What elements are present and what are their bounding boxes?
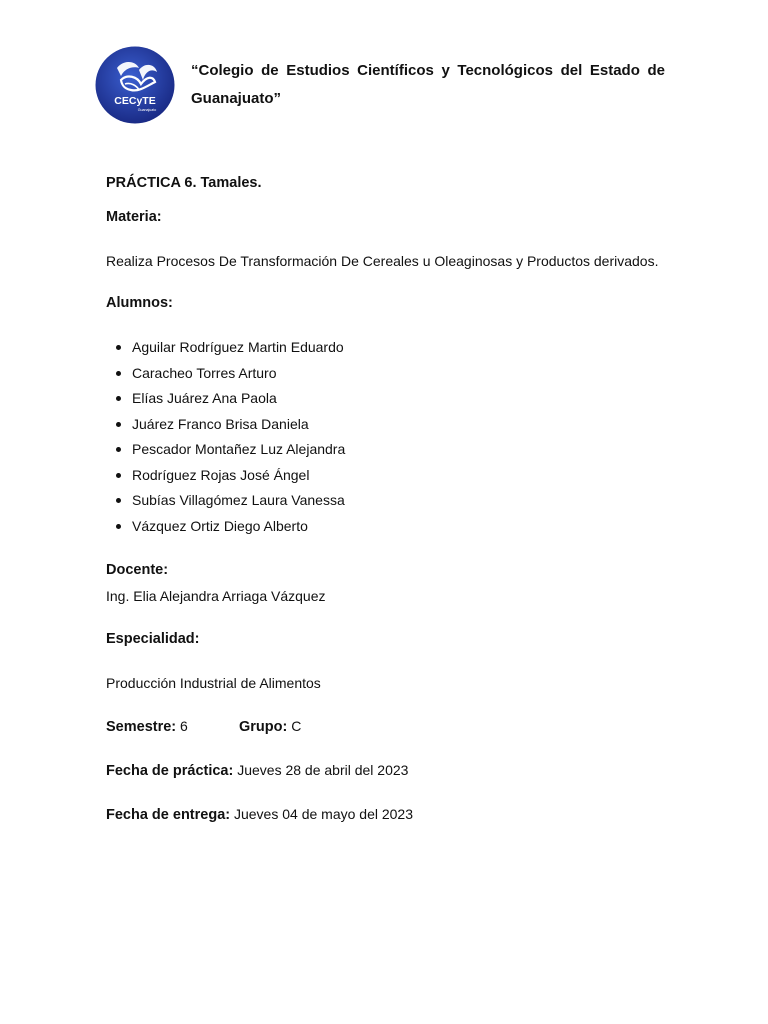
bullet-icon [116,447,121,452]
student-name: Elías Juárez Ana Paola [132,390,277,406]
semester-value: 6 [180,718,188,734]
list-item [106,492,345,518]
group-label: Grupo: [239,719,288,735]
list-item [106,518,345,544]
list-item [106,416,345,442]
students-label: Alumnos: [106,295,173,311]
practice-date-label: Fecha de práctica: [106,763,234,779]
teacher-value: Ing. Elia Alejandra Arriaga Vázquez [106,588,326,604]
delivery-date-field [106,806,413,823]
delivery-date-value: Jueves 04 de mayo del 2023 [233,806,413,822]
student-name: Juárez Franco Brisa Daniela [132,415,309,432]
institution-title: “Colegio de Estudios Científicos y Tecnológicos del Estado de Guanajuato” [191,62,665,107]
list-item [106,441,345,467]
bullet-icon [116,524,121,529]
list-item [106,390,345,416]
bullet-icon [116,371,121,376]
student-name: Pescador Montañez Luz Alejandra [132,441,346,457]
practice-date-value: Jueves 28 de abril del 2023 [237,762,409,778]
bullet-icon [116,422,121,427]
student-name: Aguilar Rodríguez Martin Eduardo [132,339,344,355]
bullet-icon [116,345,121,350]
list-item [106,365,345,391]
specialty-value: Producción Industrial de Alimentos [106,675,321,691]
bullet-icon [116,473,121,478]
group-field [239,718,301,735]
student-name: Rodríguez Rojas José Ángel [132,466,310,483]
student-name: Vázquez Ortiz Diego Alberto [132,517,308,534]
practice-date-field [106,762,408,779]
list-item [106,467,345,493]
logo-subtext: Guanajuato [137,108,157,112]
semester-label: Semestre: [106,719,177,735]
student-name: Subías Villagómez Laura Vanessa [132,492,345,508]
bullet-icon [116,498,121,503]
subject-label: Materia: [106,209,162,225]
logo-wordmark: CECyTE [114,95,156,107]
practice-title: PRÁCTICA 6. Tamales. [106,175,262,191]
bullet-icon [116,396,121,401]
student-name: Caracheo Torres Arturo [132,364,277,381]
group-value: C [291,718,302,734]
semester-field [106,718,188,735]
specialty-label: Especialidad: [106,631,200,647]
students-list [106,339,345,543]
list-item [106,339,345,365]
delivery-date-label: Fecha de entrega: [106,807,231,823]
subject-value: Realiza Procesos De Transformación De Cereales u Oleaginosas y Productos derivados. [106,253,659,269]
cecyte-logo-icon [95,46,175,124]
teacher-label: Docente: [106,562,169,578]
